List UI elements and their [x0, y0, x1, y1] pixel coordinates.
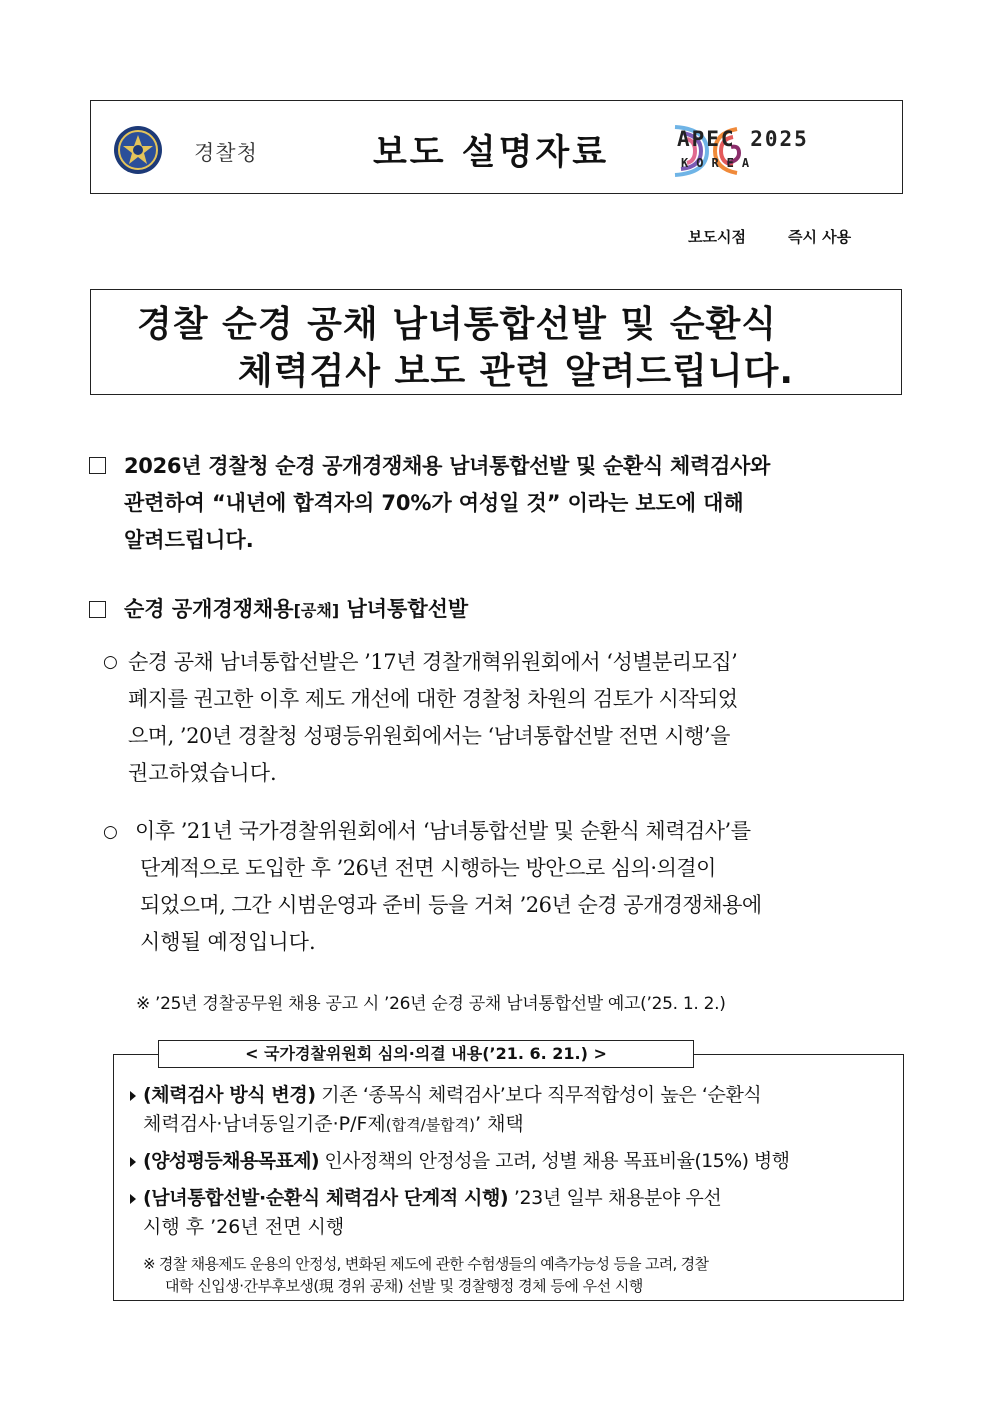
box-note-line-2: 대학 신입생·간부후보생(現 경위 공채) 선발 및 경찰행정 경체 등에 우선 시행 [165, 1277, 643, 1295]
bullet-triangle-icon [130, 1091, 136, 1101]
section2-heading [124, 591, 468, 629]
bullet1-line-3: 으며, ’20년 경찰청 성평등위원회에서는 ‘남녀통합선발 전면 시행’을 [128, 724, 730, 748]
section1-line-3: 알려드립니다. [124, 528, 254, 552]
box-item-1-text: 기존 ‘종목식 체력검사’보다 직무적합성이 높은 ‘순환식 [315, 1084, 762, 1106]
bullet-triangle-icon [130, 1194, 136, 1204]
box-item-3-line-2: 시행 후 ’26년 전면 시행 [143, 1216, 345, 1238]
bullet1-line-4: 권고하였습니다. [128, 761, 277, 785]
box-item-2-bold: (양성평등채용목표제) [143, 1150, 319, 1172]
title-box [90, 289, 902, 395]
box-item-1-text-2b: (합격/불합격) [385, 1116, 475, 1134]
section1-line-1: 2026년 경찰청 순경 공개경쟁채용 남녀통합선발 및 순환식 체력검사와 [124, 454, 770, 478]
box-item-2 [143, 1147, 789, 1176]
section2-heading-text: 순경 공개경쟁채용 [124, 597, 294, 621]
section1-line-2: 관련하여 “내년에 합격자의 70%가 여성일 것” 이라는 보도에 대해 [124, 491, 744, 515]
release-label: 보도시점 [688, 228, 746, 246]
box-item-3-bold: (남녀통합선발·순환식 체력검사 단계적 시행) [143, 1187, 509, 1209]
bullet1-line-1: 순경 공채 남녀통합선발은 ’17년 경찰개혁위원회에서 ‘성별분리모집’ [128, 650, 738, 674]
box-item-1-text-2c: ’ 채택 [474, 1113, 524, 1135]
committee-box-title: < 국가경찰위원회 심의·의결 내용(’21. 6. 21.) > [158, 1040, 694, 1068]
bullet2-line-4: 시행될 예정입니다. [140, 930, 316, 954]
checkbox-square-icon [89, 457, 106, 474]
title-line-1: 경찰 순경 공채 남녀통합선발 및 순환식 [136, 304, 778, 345]
release-info [688, 226, 851, 247]
title-line-2: 체력검사 보도 관련 알려드립니다. [237, 351, 795, 392]
box-note-line-1: ※ 경찰 채용제도 운용의 안정성, 변화된 제도에 관한 수험생들의 예측가능성 등을 고려, 경찰 [143, 1255, 709, 1273]
bullet2-line-3: 되었으며, 그간 시범운영과 준비 등을 거쳐 ’26년 순경 공개경쟁채용에 [140, 893, 762, 917]
box-item-3-line-1 [143, 1184, 721, 1213]
box-item-2-text: 인사정책의 안정성을 고려, 성별 채용 목표비율(15%) 병행 [318, 1150, 790, 1172]
box-item-1-line-2 [143, 1110, 524, 1140]
section2-heading-bracket: [공채] [293, 601, 340, 620]
release-value: 즉시 사용 [787, 228, 852, 246]
box-item-3-text: ’23년 일부 채용분야 우선 [508, 1187, 722, 1209]
bullet-triangle-icon [130, 1157, 136, 1167]
box-item-1-line-1 [143, 1081, 761, 1110]
bullet2-line-2: 단계적으로 도입한 후 ’26년 전면 시행하는 방안으로 심의·의결이 [140, 856, 716, 880]
bullet2-line-1: 이후 ’21년 국가경찰위원회에서 ‘남녀통합선발 및 순환식 체력검사’를 [135, 819, 751, 843]
bullet-circle-icon: ○ [103, 822, 118, 842]
section2-note: ※ ’25년 경찰공무원 채용 공고 시 ’26년 순경 공채 남녀통합선발 예고(’25. 1. 2.) [136, 994, 726, 1014]
agency-name: 경찰청 [194, 141, 258, 165]
box-item-1-text-2a: 체력검사·남녀동일기준·P/F제 [143, 1113, 386, 1135]
bullet-circle-icon: ○ [103, 652, 118, 672]
document-type: 보도 설명자료 [373, 133, 610, 173]
bullet1-line-2: 폐지를 권고한 이후 제도 개선에 대한 경찰청 차원의 검토가 시작되었 [128, 687, 738, 711]
checkbox-square-icon [89, 601, 106, 618]
section2-heading-post: 남녀통합선발 [339, 597, 469, 621]
apec-subtitle: KOREA [681, 156, 758, 170]
police-emblem-icon [113, 125, 163, 175]
header-box [90, 100, 903, 194]
apec-title: APEC 2025 [677, 127, 809, 151]
box-item-1-bold: (체력검사 방식 변경) [143, 1084, 316, 1106]
